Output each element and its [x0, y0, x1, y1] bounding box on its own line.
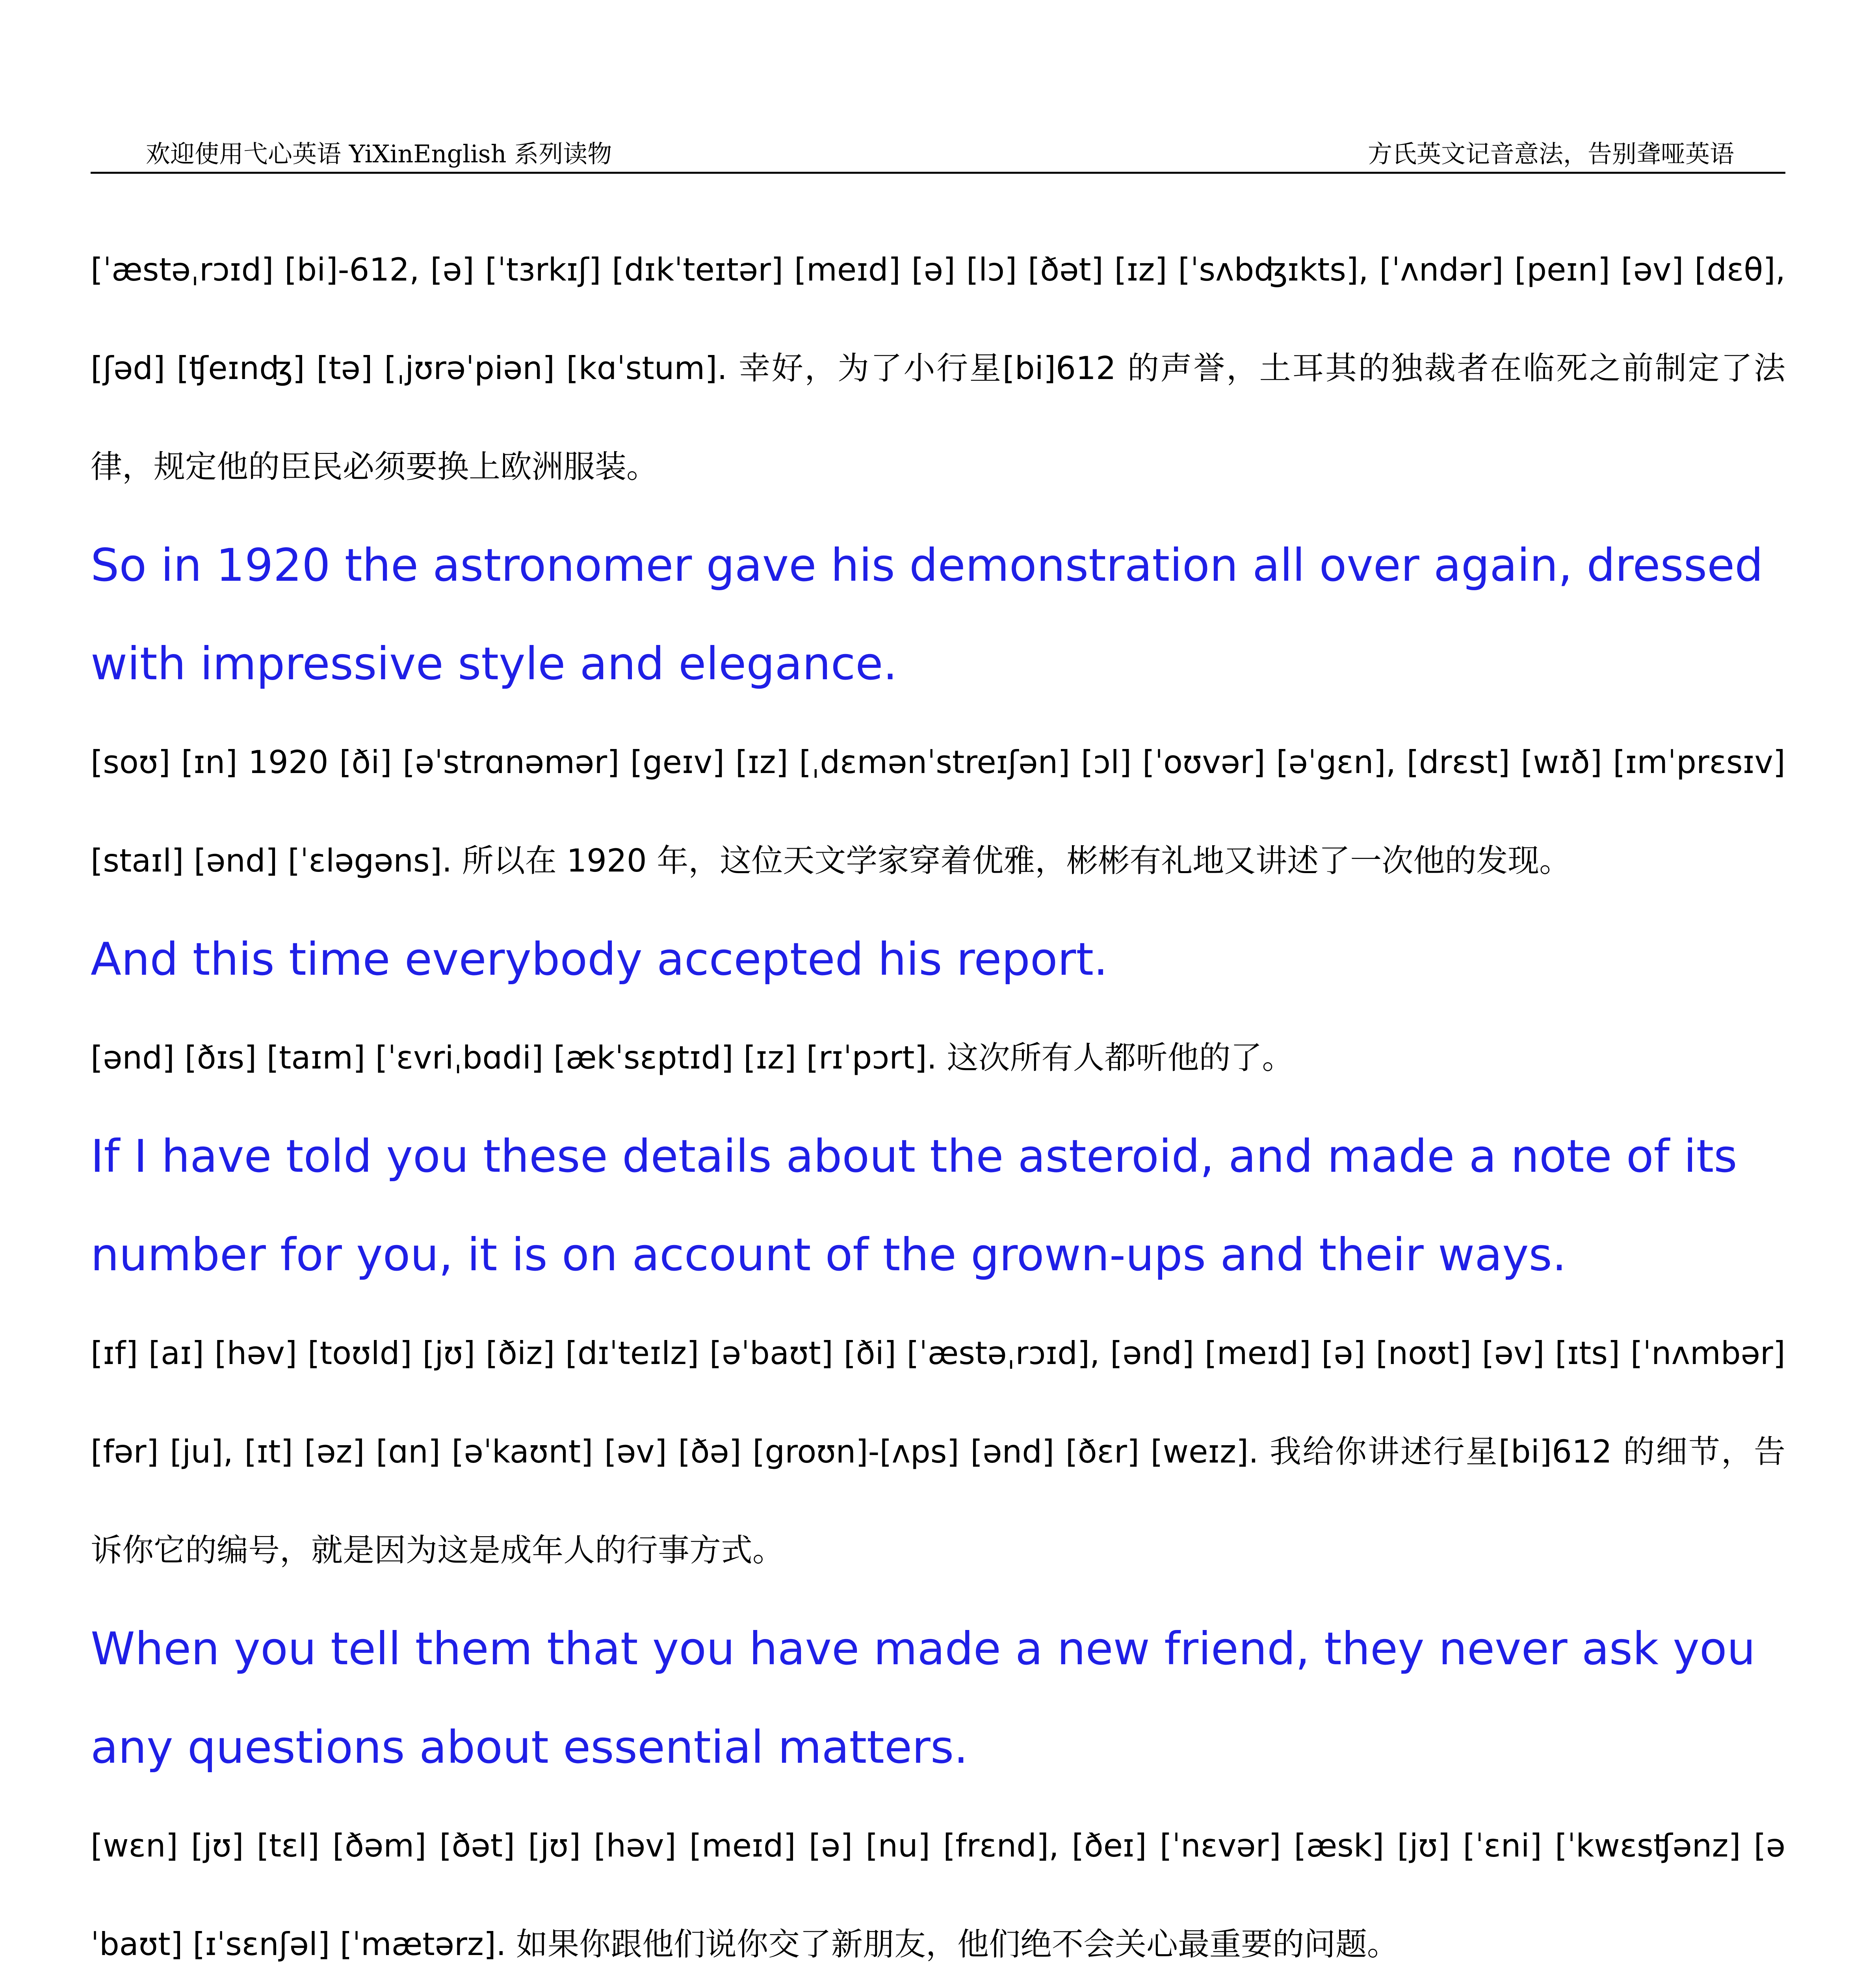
- header-slogan: 方氏英文记音意法，告别聋哑英语: [1367, 139, 1734, 168]
- phonetic-paragraph-3: [ənd] [ðɪs] [taɪm] [ˈɛvriˌbɑdi] [ækˈsɛptɪd] [ɪz] [rɪˈpɔrt]. 这次所有人都听他的了。: [91, 1039, 1294, 1076]
- page-header: [91, 130, 1785, 174]
- phonetic-paragraph-5: [wɛn] [jʊ] [tɛl] [ðəm] [ðət] [jʊ] [həv] [meɪd] [ə] [nu] [frɛnd], [ðeɪ] [ˈnɛvər] [æsk] [jʊ] [ˈɛni] [ˈkwɛsʧənz] [əˈbaʊt] [ɪˈsɛnʃəl] [ˈmætərz]. 如果你跟他们说你交了新朋友，他们绝不会关心最重要的问题。: [91, 1827, 1785, 1963]
- english-sentence-3: If I have told you these details about the asteroid, and made a note of its number for you, it is on account of the grown-ups and their ways.: [91, 1130, 1737, 1281]
- english-sentence-2: And this time everybody accepted his report.: [91, 933, 1108, 985]
- english-sentence-1: So in 1920 the astronomer gave his demonstration all over again, dressed with impressive style and elegance.: [91, 539, 1763, 690]
- phonetic-paragraph-2: [soʊ] [ɪn] 1920 [ði] [əˈstrɑnəmər] [geɪv] [ɪz] [ˌdɛmənˈstreɪʃən] [ɔl] [ˈoʊvər] [əˈgɛn], [drɛst] [wɪð] [ɪmˈprɛsɪv] [staɪl] [ənd] [ˈɛləgəns]. 所以在 1920 年，这位天文学家穿着优雅，彬彬有礼地又讲述了一次他的发现。: [91, 744, 1785, 879]
- reading-content: [91, 221, 1785, 1970]
- header-series-title: 欢迎使用弋心英语 YiXinEnglish 系列读物: [146, 139, 612, 168]
- phonetic-paragraph-1: [ˈæstəˌrɔɪd] [bi]-612, [ə] [ˈtɜrkɪʃ] [dɪkˈteɪtər] [meɪd] [ə] [lɔ] [ðət] [ɪz] [ˈsʌbʤɪkts], [ˈʌndər] [peɪn] [əv] [dɛθ], [ʃəd] [ʧeɪnʤ] [tə] [ˌjʊrəˈpiən] [kɑˈstum]. 幸好，为了小行星[bi]612 的声誉，土耳其的独裁者在临死之前制定了法律，规定他的臣民必须要换上欧洲服装。: [91, 251, 1785, 485]
- english-sentence-4: When you tell them that you have made a new friend, they never ask you any questions about essential matters.: [91, 1622, 1755, 1773]
- phonetic-paragraph-4: [ɪf] [aɪ] [həv] [toʊld] [jʊ] [ðiz] [dɪˈteɪlz] [əˈbaʊt] [ði] [ˈæstəˌrɔɪd], [ənd] [meɪd] [ə] [noʊt] [əv] [ɪts] [ˈnʌmbər] [fər] [ju], [ɪt] [əz] [ɑn] [əˈkaʊnt] [əv] [ðə] [groʊn]-[ʌps] [ənd] [ðɛr] [weɪz]. 我给你讲述行星[bi]612 的细节，告诉你它的编号，就是因为这是成年人的行事方式。: [91, 1335, 1785, 1569]
